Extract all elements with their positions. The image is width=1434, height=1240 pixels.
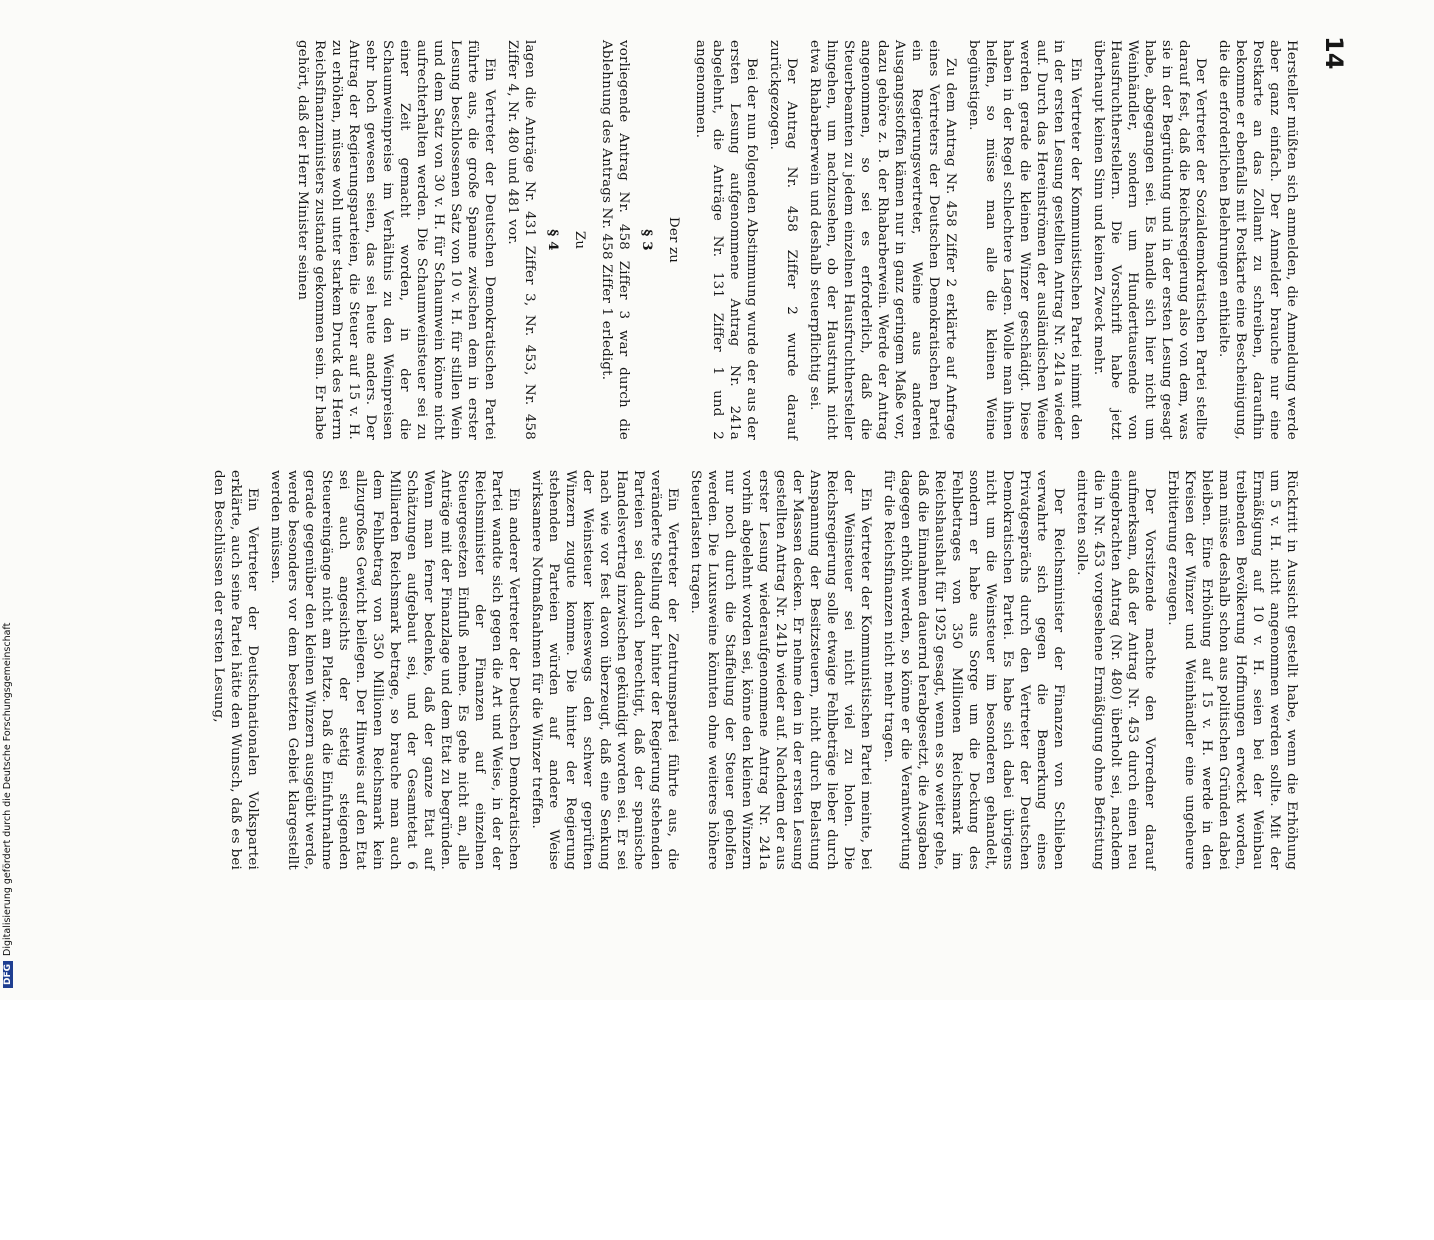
paragraph: Der Vorsitzende machte den Vorredner darauf aufmerksam, daß der Antrag Nr. 453 durch einen neu eingebrachten Antrag (Nr. 480) überholt sei, nachdem die in Nr. 453 vorgesehene Ermäßigung ohne Befristung eintreten solle. xyxy=(1074,470,1157,870)
rotated-document-page xyxy=(211,0,1370,1240)
paragraph: Ein Vertreter der Zentrumspartei führte aus, die veränderte Stellung der hinter der Regierung stehenden Parteien sei dadurch berechtigt, daß der spanische Handelsvertrag inzwischen gekündigt worden sei. Er sei nach wie vor fest davon überzeugt, daß eine Senkung der Weinsteuer keineswegs den schwer geprüften Winzern zugute komme. Die hinter der Regierung stehenden Parteien würden auf andere Weise wirksamere Notmaßnahmen für die Winzer treffen. xyxy=(529,470,680,870)
dfg-logo: DFG xyxy=(3,961,13,988)
paragraph: Rücktritt in Aussicht gestellt habe, wenn die Erhöhung um 5 v. H. nicht angenommen werden sollte. Mit der Ermäßigung auf 10 v. H. seien bei der Weinbau treibenden Bevölkerung Hoffnungen erweckt worden, man müsse deshalb schon aus politischen Gründen dabei bleiben. Eine Erhöhung auf 15 v. H. werde in den Kreisen der Winzer und Weinhändler eine ungeheure Erbitterung erzeugen. xyxy=(1165,470,1299,870)
paragraph: Ein Vertreter der Deutschnationalen Volkspartei erklärte, auch seine Partei hätte den Wunsch, daß es bei den Beschlüssen der ersten Lesung, xyxy=(211,470,260,870)
section-heading: § 4 xyxy=(545,229,561,251)
right-text-column xyxy=(204,470,1300,870)
section-intro: Zu xyxy=(572,230,587,250)
paragraph: lagen die Anträge Nr. 431 Ziffer 3, Nr. 453, Nr. 458 Ziffer 4, Nr. 480 und 481 vor. xyxy=(505,40,537,440)
paragraph: Ein Vertreter der Kommunistischen Partei meinte, bei der Weinsteuer sei nicht viel zu holen. Die Reichsregierung solle etwaige Fehlbeträge lieber durch Anspannung der Besitzsteuern, nicht durch Belastung der Massen decken. Er nehme den in der ersten Lesung gestellten Antrag Nr. 241b wieder auf. Nachdem der aus erster Lesung wiederaufgenommene Antrag Nr. 241a vorhin abgelehnt worden sei, könne den kleinen Winzern nur noch durch die Staffelung der Steuer geholfen werden. Die Luxusweine könnten ohne weiteres höhere Steuerlasten tragen. xyxy=(688,470,873,870)
paragraph: Zu dem Antrag Nr. 458 Ziffer 2 erklärte auf Anfrage eines Vertreters der Deutschen Demokratischen Partei ein Regierungsvertreter, Weine aus anderen Ausgangsstoffen kämen nur in ganz geringem Maße vor, dazu gehöre z. B. der Rhabarberwein. Werde der Antrag angenommen, so sei es erforderlich, daß die Steuerbeamten zu jedem einzelnen Hausfruchthersteller hingehen, um nachzusehen, ob der Haustrunk nicht etwa Rhabarberwein und deshalb steuerpflichtig sei. xyxy=(807,40,958,440)
funding-sidebar xyxy=(0,0,22,1000)
paragraph: Ein Vertreter der Deutschen Demokratischen Partei führte aus, die große Spanne zwischen dem in erster Lesung beschlossenen Satz von 10 v. H. für stillen Wein und dem Satz von 30 v. H. für Schaumwein könne nicht aufrechterhalten werden. Die Schaumweinsteuer sei zu einer Zeit gemacht worden, in der die Schaumweinpreise im Verhältnis zu den Weinpreisen sehr hoch gewesen seien, das sei heute anders. Der Antrag der Regierungsparteien, die Steuer auf 15 v. H. zu erhöhen, müsse wohl unter starkem Druck des Herrn Reichsfinanzministers zustande gekommen sein. Er habe gehört, daß der Herr Minister seinen xyxy=(295,40,497,440)
paragraph: Ein Vertreter der Kommunistischen Partei nimmt den in der ersten Lesung gestellten Antrag Nr. 241a wieder auf. Durch das Hereinströmen der ausländischen Weine werden gerade die kleinen Winzer geschädigt. Diese haben in der Regel schlechtere Lagen. Wolle man ihnen helfen, so müsse man alle die kleinen Weine begünstigen. xyxy=(966,40,1083,440)
paragraph: Der Vertreter der Sozialdemokratischen Partei stellte darauf fest, daß die Reichsregierung also von dem, was sie in der Begründung und in der ersten Lesung gesagt habe, abgegangen sei. Es handle sich hier nicht um Weinhändler, sondern um Hunderttausende von Hausfruchtherstellern. Die Vorschrift habe jetzt überhaupt keinen Sinn und keinen Zweck mehr. xyxy=(1091,40,1208,440)
left-text-column xyxy=(288,40,1300,440)
section-intro: Der zu xyxy=(666,216,681,264)
paragraph: Der Reichsminister der Finanzen von Schlieben verwahrte sich gegen die Bemerkung eines Privatgesprächs durch den Vertreter der Deutschen Demokratischen Partei. Es habe sich dabei übrigens nicht um die Weinsteuer im besonderen gehandelt, sondern er habe aus Sorge um die Deckung des Fehlbetrages von 350 Millionen Reichsmark im Reichshaushalt für 1925 gesagt, wenn es so weiter gehe, daß die Einnahmen dauernd herabgesetzt, die Ausgaben dagegen erhöht werden, so könne er die Verantwortung für die Reichsfinanzen nicht mehr tragen. xyxy=(881,470,1066,870)
section-heading: § 3 xyxy=(639,229,655,251)
funding-notice: Digitalisierung gefördert durch die Deutsche Forschungsgemeinschaft xyxy=(2,622,13,956)
paragraph: vorliegende Antrag Nr. 458 Ziffer 3 war durch die Ablehnung des Antrags Nr. 458 Ziffer 1 erledigt. xyxy=(599,40,631,440)
page-number: 14 xyxy=(1320,36,1348,70)
paragraph: Hersteller müßten sich anmelden, die Anmeldung werde aber ganz einfach. Der Anmelder brauche nur eine Postkarte an das Zollamt zu schreiben, daraufhin bekomme er ebenfalls mit Postkarte eine Bescheinigung, die die erforderlichen Belehrungen enthielte. xyxy=(1216,40,1299,440)
paragraph: Bei der nun folgenden Abstimmung wurde der aus der ersten Lesung aufgenommene Antrag Nr. 241a abgelehnt, die Anträge Nr. 131 Ziffer 1 und 2 angenommen. xyxy=(693,40,759,440)
paragraph: Der Antrag Nr. 458 Ziffer 2 wurde darauf zurückgezogen. xyxy=(767,40,799,440)
paragraph: Ein anderer Vertreter der Deutschen Demokratischen Partei wandte sich gegen die Art und Weise, in der der Reichsminister der Finanzen auf einzelnen Steuergesetzen Einfluß nehme. Es gehe nicht an, alle Anträge mit der Finanzlage und dem Etat zu begründen. Wenn man ferner bedenke, daß der ganze Etat auf Schätzungen aufgebaut sei, und der Gesamtetat 6 Milliarden Reichsmark betrage, so brauche man auch dem Fehlbetrag von 350 Millionen Reichsmark kein allzugroßes Gewicht beilegen. Der Hinweis auf den Etat sei auch angesichts der stetig steigenden Steuereingänge nicht am Platze. Daß die Einfuhrnahme gerade gegenüber den kleinen Winzern ausgeübt werde, werde besonders vor dem besetzten Gebiet klargestellt werden müssen. xyxy=(268,470,521,870)
